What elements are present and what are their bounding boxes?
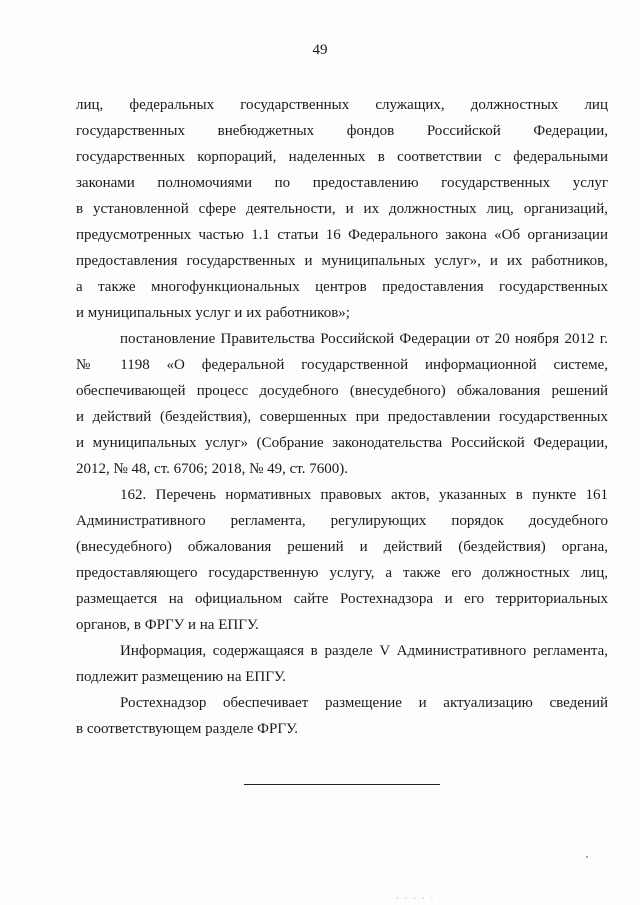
text-line: государственных внебюджетных фондов Российской Федерации, bbox=[76, 123, 608, 139]
document-text bbox=[76, 92, 608, 742]
text-line: предоставляющего государственную услугу, а также его должностных лиц, bbox=[76, 565, 608, 581]
text-line: лиц, федеральных государственных служащих, должностных лиц bbox=[76, 97, 608, 113]
text-line: 162. Перечень нормативных правовых актов, указанных в пункте 161 bbox=[120, 487, 608, 503]
text-line: (внесудебного) обжалования решений и действий (бездействия) органа, bbox=[76, 539, 608, 555]
text-line: законами полномочиями по предоставлению государственных услуг bbox=[76, 175, 608, 191]
text-line: а также многофункциональных центров предоставления государственных bbox=[76, 279, 608, 295]
text-line: органов, в ФРГУ и на ЕПГУ. bbox=[76, 617, 259, 633]
text-line: предусмотренных частью 1.1 статьи 16 Федерального закона «Об организации bbox=[76, 227, 608, 243]
text-line: Ростехнадзор обеспечивает размещение и актуализацию сведений bbox=[120, 695, 608, 711]
end-rule bbox=[244, 784, 440, 785]
text-line: подлежит размещению на ЕПГУ. bbox=[76, 669, 286, 685]
text-line: и действий (бездействия), совершенных при предоставлении государственных bbox=[76, 409, 608, 425]
scan-dots: · · · · · bbox=[396, 894, 436, 903]
text-line: и муниципальных услуг и их работников»; bbox=[76, 305, 350, 321]
text-line: и муниципальных услуг» (Собрание законодательства Российской Федерации, bbox=[76, 435, 608, 451]
text-line: в установленной сфере деятельности, и их должностных лиц, организаций, bbox=[76, 201, 608, 217]
text-line: Информация, содержащаяся в разделе V Административного регламента, bbox=[120, 643, 608, 659]
text-line: размещается на официальном сайте Ростехнадзора и его территориальных bbox=[76, 591, 608, 607]
text-line: постановление Правительства Российской Федерации от 20 ноября 2012 г. bbox=[120, 331, 608, 347]
text-line: 2012, № 48, ст. 6706; 2018, № 49, ст. 7600). bbox=[76, 461, 348, 477]
text-line: обеспечивающей процесс досудебного (внесудебного) обжалования решений bbox=[76, 383, 608, 399]
text-line: в соответствующем разделе ФРГУ. bbox=[76, 721, 298, 737]
text-line: Административного регламента, регулирующих порядок досудебного bbox=[76, 513, 608, 529]
text-line: государственных корпораций, наделенных в соответствии с федеральными bbox=[76, 149, 608, 165]
page-number: 49 bbox=[312, 42, 328, 58]
text-line: № 1198 «О федеральной государственной информационной системе, bbox=[76, 357, 608, 373]
text-line: предоставления государственных и муниципальных услуг», и их работников, bbox=[76, 253, 608, 269]
scan-speck bbox=[586, 856, 588, 858]
